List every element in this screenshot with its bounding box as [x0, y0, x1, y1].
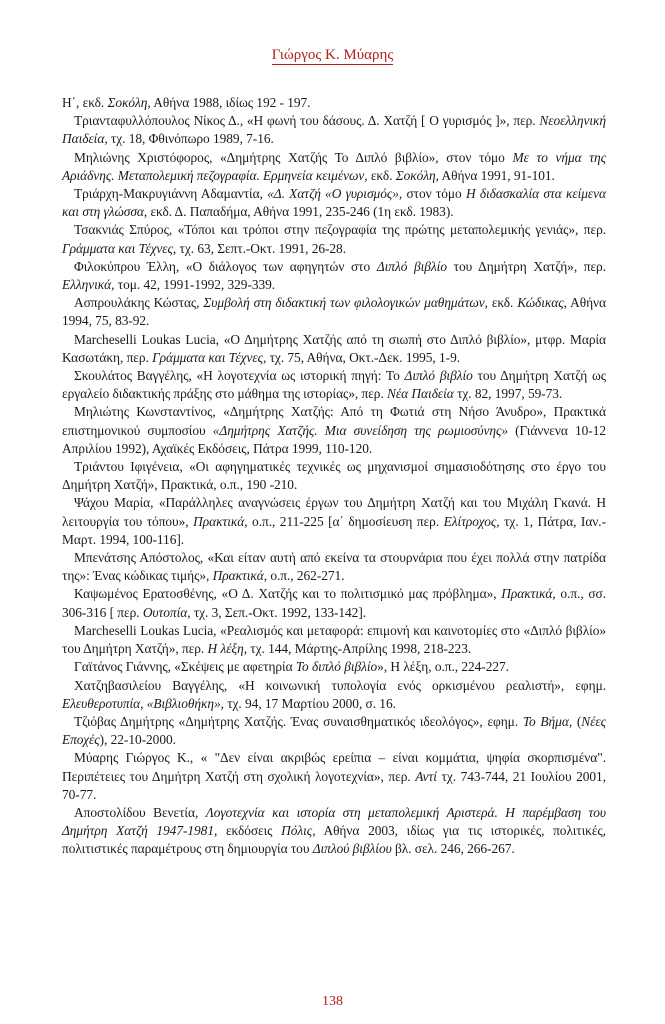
bibliography-entry: Marcheselli Loukas Lucia, «Ρεαλισμός και μεταφορά: επιμονή και καινοτομίες στο «Διπλό βιβλίο» του Δημήτρη Χατζή», περ. Η λέξη, τχ. 144, Μάρτης-Απρίλης 1998, 218-223.: [62, 622, 606, 657]
bibliography-entry: Σκουλάτος Βαγγέλης, «Η λογοτεχνία ως ιστορική πηγή: Το Διπλό βιβλίο του Δημήτρη Χατζή ως εργαλείο διδακτικής πράξης στο μάθημα της ιστορίας», περ. Νέα Παιδεία τχ. 82, 1997, 59-73.: [62, 368, 606, 402]
bibliography-entry: Αποστολίδου Βενετία, Λογοτεχνία και ιστορία στη μεταπολεμική Αριστερά. Η παρέμβαση του Δημήτρη Χατζή 1947-1981, εκδόσεις Πόλις, Αθήνα 2003, ιδίως για τις ιστορικές, πολιτικές, πολιτιστικές παραμέτρους στη δημιουργία του Διπλού βιβλίου βλ. σελ. 246, 266-267.: [62, 804, 606, 857]
bibliography-entry: Μύαρης Γιώργος Κ., « "Δεν είναι ακριβώς ερείπια – είναι κομμάτια, ψηφία σκορπισμένα". Περιπέτειες του Δημήτρη Χατζή στη σχολική λογοτεχνία», περ. Αντί τχ. 743-744, 21 Ιουλίου 2001, 70-77.: [62, 750, 606, 802]
bibliography-entry: Ψάχου Μαρία, «Παράλληλες αναγνώσεις έργων του Δημήτρη Χατζή και του Μιχάλη Γκανά. Η λειτουργία του τόπου», Πρακτικά, ο.π., 211-225 [α΄ δημοσίευση περ. Ελίτροχος, τχ. 1, Πάτρα, Ιαν.- Μαρτ. 1994, 100-116].: [62, 495, 606, 547]
page-number: 138: [322, 994, 343, 1009]
bibliography-entry: Μπενάτσης Απόστολος, «Και είταν αυτή από εκείνα τα στουρνάρια που έχει πολλά στην πατρίδα της»: Ένας κώδικας τιμής», Πρακτικά, ο.π., 262-271.: [62, 550, 606, 584]
bibliography-entry: Marcheselli Loukas Lucia, «Ο Δημήτρης Χατζής από τη σιωπή στο Διπλό βιβλίο», μτφρ. Μαρία Κασωτάκη, περ. Γράμματα και Τέχνες, τχ. 75, Αθήνα, Οκτ.-Δεκ. 1995, 1-9.: [62, 331, 606, 365]
bibliography-entry: Γαϊτάνος Γιάννης, «Σκέψεις με αφετηρία Το διπλό βιβλίο», Η λέξη, ο.π., 224-227.: [74, 659, 509, 675]
running-head-title: Γιώργος Κ. Μύαρης: [271, 47, 394, 63]
bibliography-entry: Τριάντου Ιφιγένεια, «Οι αφηγηματικές τεχνικές ως μηχανισμοί σημασιοδότησης στο έργο του Δημήτρη Χατζή», Πρακτικά, ο.π., 190 -210.: [62, 459, 606, 493]
bibliography-entry: Τριάρχη-Μακρυγιάννη Αδαμαντία, «Δ. Χατζή «Ο γυρισμός», στον τόμο Η διδασκαλία στα κείμενα και στη γλώσσα, εκδ. Δ. Παπαδήμα, Αθήνα 1991, 235-246 (1η εκδ. 1983).: [62, 186, 607, 220]
bibliography-list: [62, 94, 606, 859]
bibliography-entry: Τζιόβας Δημήτρης «Δημήτρης Χατζής. Ένας συναισθηματικός ιδεολόγος», εφημ. Το Βήμα, (Νέες Εποχές), 22-10-2000.: [62, 713, 606, 748]
bibliography-entry: Τριανταφυλλόπουλος Νίκος Δ., «Η φωνή του δάσους. Δ. Χατζή [ Ο γυρισμός ]», περ. Νεοελληνική Παιδεία, τχ. 18, Φθινόπωρο 1989, 7-16.: [62, 113, 606, 147]
bibliography-entry: Μηλιώτης Κωνσταντίνος, «Δημήτρης Χατζής: Από τη Φωτιά στη Νήσο Άνυδρο», Πρακτικά επιστημονικού συμποσίου «Δημήτρης Χατζής. Μια συνείδηση της ρωμιοσύνης» (Γιάννενα 10-12 Απριλίου 1992), Αχαϊκές Εκδόσεις, Πάτρα 1999, 110-120.: [62, 404, 606, 456]
bibliography-entry: Ασπρουλάκης Κώστας, Συμβολή στη διδακτική των φιλολογικών μαθημάτων, εκδ. Κώδικας, Αθήνα 1994, 75, 83-92.: [62, 295, 607, 329]
bibliography-entry: Καψωμένος Ερατοσθένης, «Ο Δ. Χατζής και το πολιτισμικό μας πρόβλημα», Πρακτικά, ο.π., σσ. 306-316 [ περ. Ουτοπία, τχ. 3, Σεπ.-Οκτ. 1992, 133-142].: [62, 586, 606, 620]
bibliography-entry: Η΄, εκδ. Σοκόλη, Αθήνα 1988, ιδίως 192 - 197.: [62, 95, 311, 110]
bibliography-entry: Φιλοκύπρου Έλλη, «Ο διάλογος των αφηγητών στο Διπλό βιβλίο του Δημήτρη Χατζή», περ. Ελληνικά, τομ. 42, 1991-1992, 329-339.: [62, 258, 606, 293]
bibliography-entry: Χατζηβασιλείου Βαγγέλης, «Η κοινωνική τυπολογία ενός ορκισμένου ρεαλιστή», εφημ. Ελευθεροτυπία, «Βιβλιοθήκη», τχ. 94, 17 Μαρτίου 2000, σ. 16.: [62, 677, 606, 711]
running-head: [0, 47, 665, 64]
bibliography-entry: Μηλιώνης Χριστόφορος, «Δημήτρης Χατζής Το Διπλό βιβλίο», στον τόμο Με το νήμα της Αριάδνης. Μεταπολεμική πεζογραφία. Ερμηνεία κειμένων, εκδ. Σοκόλη, Αθήνα 1991, 91-101.: [62, 149, 607, 183]
bibliography-entry: Τσακνιάς Σπύρος, «Τόποι και τρόποι στην πεζογραφία της πρώτης μεταπολεμικής γενιάς», περ. Γράμματα και Τέχνες, τχ. 63, Σεπτ.-Οκτ. 1991, 26-28.: [62, 222, 606, 256]
